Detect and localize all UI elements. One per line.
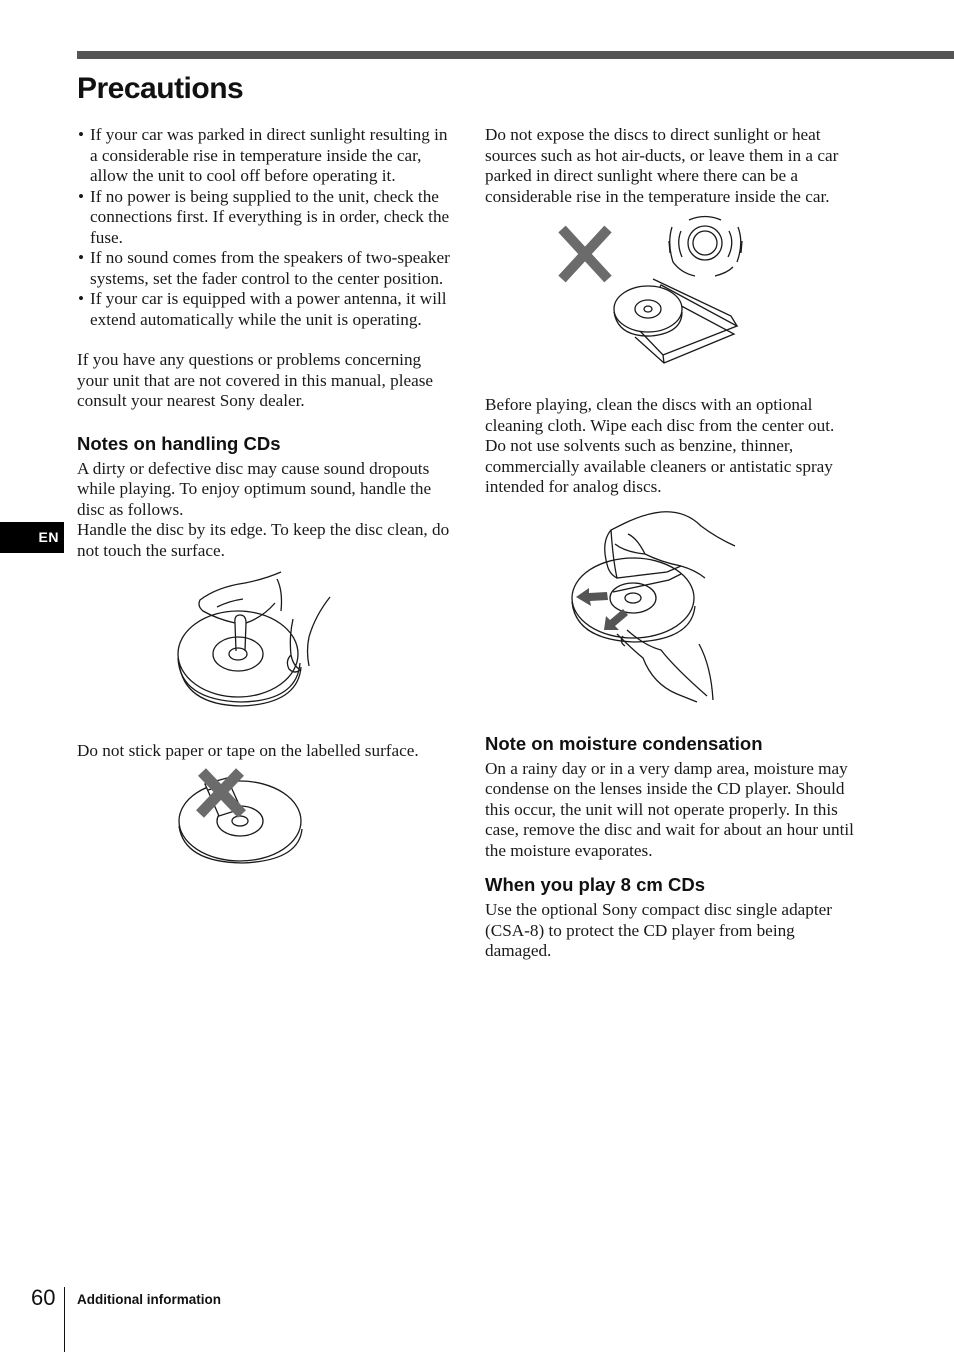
left-column bbox=[77, 125, 455, 876]
bullet-item bbox=[77, 187, 455, 249]
handling-text-2: Handle the disc by its edge. To keep the disc clean, do not touch the surface. bbox=[77, 520, 450, 560]
language-tab-label: EN bbox=[38, 529, 59, 545]
footer-section-label: Additional information bbox=[77, 1292, 221, 1307]
bullet-text: If your car is equipped with a power antenna, it will extend automatically while the unit is operating. bbox=[90, 289, 447, 329]
right-column bbox=[485, 125, 865, 962]
precaution-bullet-list bbox=[77, 125, 455, 330]
bullet-mark: • bbox=[78, 248, 85, 267]
cleaning-text-2: Do not use solvents such as benzine, thinner, commercially available cleaners or antistatic spray intended for analog discs. bbox=[485, 436, 833, 496]
top-rule bbox=[77, 51, 954, 59]
disc-cleaning-illustration bbox=[485, 508, 865, 704]
page-title: Precautions bbox=[77, 72, 244, 105]
bullet-item bbox=[77, 289, 455, 330]
small-cd-heading: When you play 8 cm CDs bbox=[485, 874, 705, 895]
bullet-mark: • bbox=[78, 186, 85, 206]
bullet-text: If your car was parked in direct sunlight resulting in a considerable rise in temperature inside the car, allow the unit to cool off before operating it. bbox=[90, 125, 448, 185]
bullet-text: If no sound comes from the speakers of two-speaker systems, set the fader control to the center position. bbox=[90, 248, 450, 288]
footer-divider bbox=[64, 1287, 65, 1352]
language-tab bbox=[0, 522, 64, 553]
moisture-text: On a rainy day or in a very damp area, moisture may condense on the lenses inside the CD player. Should this occur, the unit will not operate properly. In this case, remove the disc and wait for about an hour until the moisture evaporates. bbox=[485, 758, 854, 860]
no-tape-on-label-illustration bbox=[77, 764, 455, 876]
bullet-mark: • bbox=[78, 125, 85, 144]
sunlight-warning-illustration bbox=[485, 213, 865, 373]
page-number: 60 bbox=[31, 1285, 56, 1310]
moisture-heading: Note on moisture condensation bbox=[485, 732, 763, 754]
bullet-text: If no power is being supplied to the unit, check the connections first. If everything is in order, check the fuse. bbox=[90, 186, 450, 247]
handling-heading: Notes on handling CDs bbox=[77, 432, 281, 454]
bullet-item bbox=[77, 248, 455, 289]
bullet-mark: • bbox=[78, 289, 85, 308]
questions-paragraph: If you have any questions or problems concerning your unit that are not covered in this manual, please consult your nearest Sony dealer. bbox=[77, 350, 434, 410]
bullet-item bbox=[77, 125, 455, 187]
handling-text-1: A dirty or defective disc may cause sound dropouts while playing. To enjoy optimum sound, handle the disc as follows. bbox=[77, 458, 432, 519]
label-warning-text: Do not stick paper or tape on the labelled surface. bbox=[77, 741, 419, 760]
sunlight-paragraph: Do not expose the discs to direct sunlight or heat sources such as hot air-ducts, or leave them in a car parked in direct sunlight where there can be a considerable rise in the temperature inside the car. bbox=[485, 125, 839, 206]
small-cd-text: Use the optional Sony compact disc single adapter (CSA-8) to protect the CD player from being damaged. bbox=[485, 900, 833, 960]
disc-handling-illustration bbox=[77, 571, 455, 721]
cleaning-text-1: Before playing, clean the discs with an optional cleaning cloth. Wipe each disc from the center out. bbox=[485, 395, 835, 435]
